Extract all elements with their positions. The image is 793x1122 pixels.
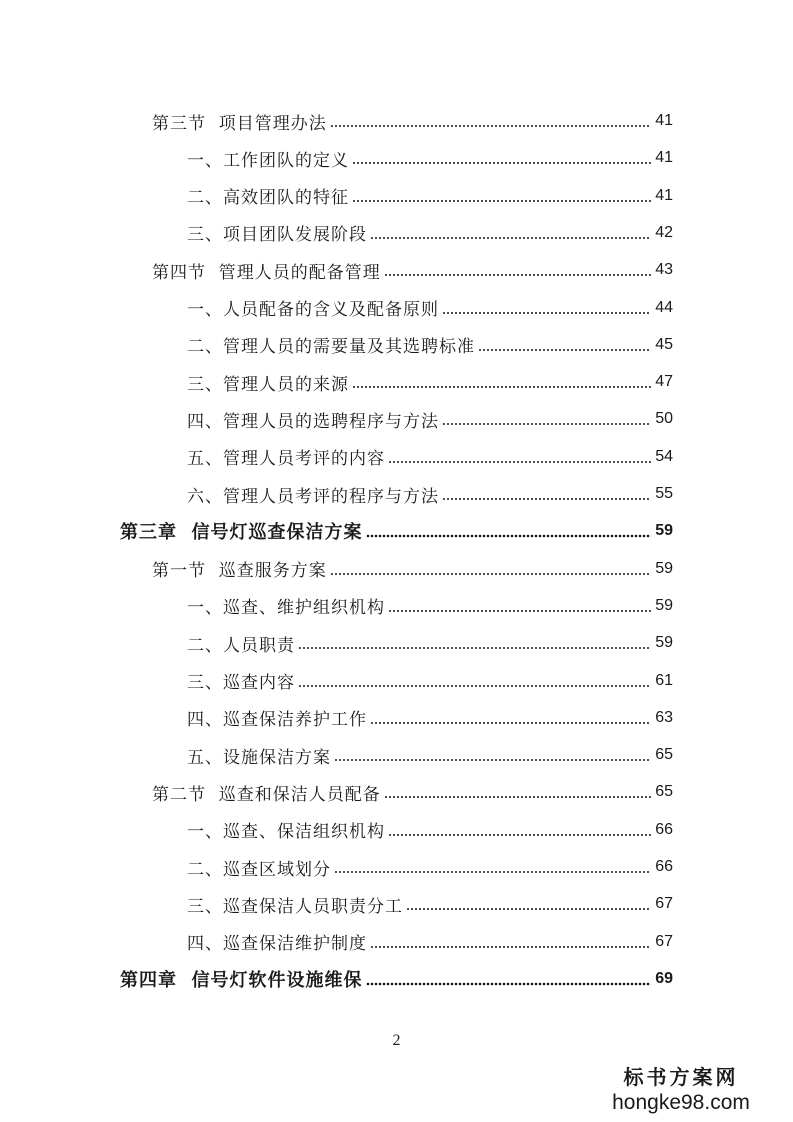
toc-entry[interactable] — [152, 255, 673, 285]
watermark-site-name: 标书方案网 — [623, 1065, 739, 1089]
dot-leader — [442, 412, 651, 426]
dot-leader — [334, 860, 651, 874]
dot-leader — [352, 189, 651, 203]
toc-entry-label: 一、巡查、维护组织机构 — [187, 598, 385, 619]
dot-leader — [384, 263, 651, 277]
toc-entry[interactable] — [187, 740, 673, 770]
toc-entry-label: 二、人员职责 — [187, 635, 295, 656]
dot-leader — [366, 972, 652, 986]
dot-leader — [370, 226, 651, 240]
watermark-url[interactable]: hongke98.com — [612, 1091, 750, 1114]
toc-entry-label: 三、巡查保洁人员职责分工 — [187, 896, 403, 917]
toc-entry-page: 66 — [655, 820, 673, 838]
site-watermark — [581, 1064, 781, 1116]
toc-entry-page: 59 — [655, 559, 673, 577]
dot-leader — [370, 935, 651, 949]
toc-entry-page: 41 — [655, 186, 673, 204]
toc-entry-label: 五、管理人员考评的内容 — [187, 449, 385, 470]
toc-entry-label: 一、工作团队的定义 — [187, 150, 349, 171]
dot-leader — [442, 301, 651, 315]
dot-leader — [298, 636, 651, 650]
toc-entry-page: 67 — [655, 895, 673, 913]
dot-leader — [298, 674, 651, 688]
toc-entry[interactable] — [187, 927, 673, 957]
toc-entry-label: 三、项目团队发展阶段 — [187, 225, 367, 246]
dot-leader — [330, 562, 651, 576]
toc-entry[interactable] — [187, 889, 673, 919]
dot-leader — [330, 114, 651, 128]
toc-entry-label: 五、设施保洁方案 — [187, 747, 331, 768]
toc-entry-page: 65 — [655, 746, 673, 764]
toc-entry-label: 四、管理人员的选聘程序与方法 — [187, 411, 439, 432]
toc-entry-page: 55 — [655, 485, 673, 502]
toc-entry[interactable] — [187, 666, 673, 696]
toc-entry[interactable] — [187, 479, 673, 509]
dot-leader — [384, 785, 651, 799]
toc-entry-page: 50 — [655, 410, 673, 428]
toc-entry[interactable] — [187, 628, 673, 658]
toc-entry[interactable] — [187, 442, 673, 472]
toc-entry-label: 二、管理人员的需要量及其选聘标准 — [187, 337, 475, 358]
toc-entry[interactable] — [187, 293, 673, 323]
toc-entry-label: 三、巡查内容 — [187, 673, 295, 693]
toc-entry-label: 第二节 巡查和保洁人员配备 — [152, 784, 381, 805]
toc-entry-page: 63 — [655, 708, 673, 726]
toc-entry-page: 65 — [655, 783, 673, 801]
dot-leader — [334, 748, 651, 762]
toc-entry[interactable] — [187, 591, 673, 621]
dot-leader — [370, 711, 651, 725]
toc-entry-page: 61 — [655, 671, 673, 689]
dot-leader — [388, 823, 651, 837]
toc-entry-page: 44 — [655, 298, 673, 316]
toc-entry-page: 69 — [655, 969, 673, 987]
toc-entry[interactable] — [187, 330, 673, 360]
toc-entry-page: 54 — [655, 447, 673, 465]
toc-entry[interactable] — [152, 106, 673, 136]
toc-entry-label: 六、管理人员考评的程序与方法 — [187, 486, 439, 507]
toc-entry-page: 66 — [655, 858, 673, 875]
dot-leader — [442, 487, 651, 501]
toc-entry-page: 67 — [655, 932, 673, 950]
toc-entry[interactable] — [152, 777, 673, 807]
toc-entry-label: 三、管理人员的来源 — [187, 374, 349, 395]
toc-entry-page: 41 — [655, 112, 673, 129]
toc-entry-page: 42 — [655, 223, 673, 241]
toc-entry[interactable] — [187, 218, 673, 248]
dot-leader — [478, 338, 651, 352]
toc-entry[interactable] — [187, 181, 673, 211]
toc-entry[interactable] — [120, 964, 673, 994]
toc-entry[interactable] — [187, 852, 673, 882]
toc-entry-label: 一、人员配备的含义及配备原则 — [187, 300, 439, 320]
dot-leader — [388, 450, 651, 464]
toc-entry[interactable] — [187, 703, 673, 733]
dot-leader — [352, 375, 651, 389]
dot-leader — [352, 151, 651, 165]
dot-leader — [366, 524, 652, 538]
toc-entry-label: 第四节 管理人员的配备管理 — [152, 262, 381, 283]
page-number: 2 — [392, 1032, 401, 1049]
toc-entry-label: 第三章 信号灯巡查保洁方案 — [120, 522, 363, 544]
toc-entry-label: 二、高效团队的特征 — [187, 188, 349, 209]
toc-entry-label: 第三节 项目管理办法 — [152, 113, 327, 134]
toc-entry[interactable] — [120, 516, 673, 546]
toc-entry[interactable] — [187, 815, 673, 845]
toc-entry-page: 41 — [655, 149, 673, 167]
toc-entry[interactable] — [187, 367, 673, 397]
toc-entry[interactable] — [187, 143, 673, 173]
toc-entry-label: 二、巡查区域划分 — [187, 859, 331, 880]
toc-entry-label: 第四章 信号灯软件设施维保 — [120, 969, 363, 991]
toc-entry-page: 47 — [655, 373, 673, 391]
toc-entry-label: 一、巡查、保洁组织机构 — [187, 822, 385, 843]
toc-entry-label: 第一节 巡查服务方案 — [152, 561, 327, 582]
toc-entry-page: 45 — [655, 335, 673, 353]
toc-entry[interactable] — [187, 404, 673, 434]
dot-leader — [388, 599, 651, 613]
toc-entry-label: 四、巡查保洁养护工作 — [187, 710, 367, 731]
toc-entry[interactable] — [152, 554, 673, 584]
toc-entry-label: 四、巡查保洁维护制度 — [187, 934, 367, 955]
dot-leader — [406, 897, 651, 911]
toc-entry-page: 59 — [655, 522, 673, 540]
toc-entry-page: 59 — [655, 596, 673, 614]
toc-entry-page: 43 — [655, 261, 673, 279]
toc-entry-page: 59 — [655, 634, 673, 652]
